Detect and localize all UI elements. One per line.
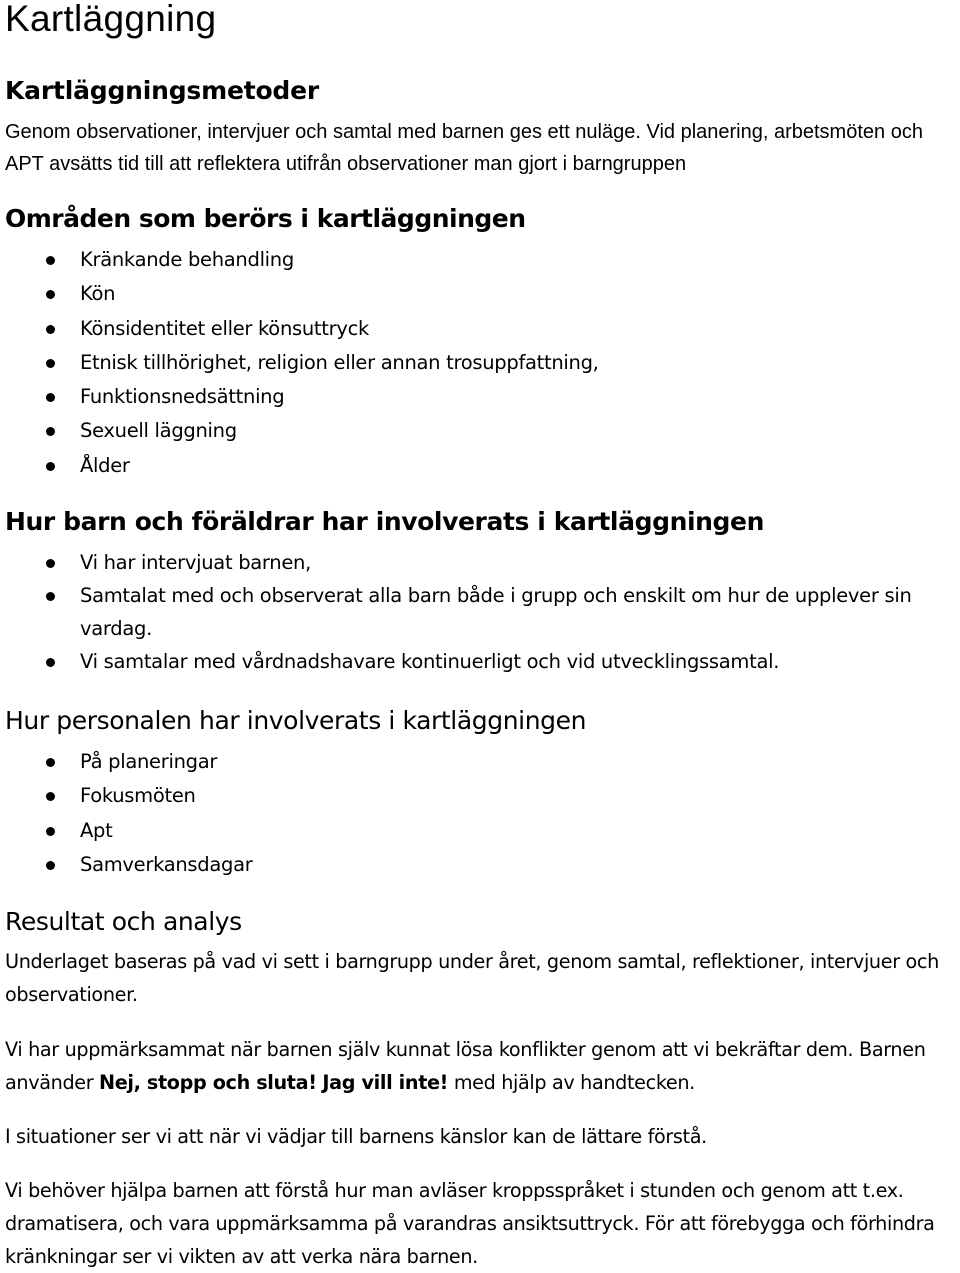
list-item-text: Etnisk tillhörighet, religion eller annan trosuppfattning,: [80, 350, 599, 374]
list-item-text: Samtalat med och observerat alla barn både i grupp och enskilt om hur de upplever sin vardag.: [80, 584, 912, 640]
bullet-icon: [46, 861, 55, 870]
section-heading-staff: Hur personalen har involverats i kartläggningen: [5, 706, 587, 735]
list-item-text: Sexuell läggning: [80, 419, 237, 443]
result-p2-text: Vi har uppmärksammat när barnen själv kunnat lösa konflikter genom att vi bekräftar dem. Barnen använder: [5, 1038, 926, 1094]
result-paragraph-1: Underlaget baseras på vad vi sett i barngrupp under året, genom samtal, reflektioner, intervjuer och observationer.: [5, 950, 939, 1006]
list-item-text: Ålder: [80, 453, 130, 477]
list-item-text: Kränkande behandling: [80, 248, 294, 271]
list-item: [5, 380, 960, 414]
list-item-text: Apt: [80, 818, 113, 842]
bullet-icon: [46, 592, 55, 601]
section-heading-areas: Områden som berörs i kartläggningen: [5, 204, 526, 233]
result-paragraph-3: I situationer ser vi att när vi vädjar till barnens känslor kan de lättare förstå.: [5, 1125, 707, 1148]
list-item: [5, 243, 960, 277]
list-item-text: Vi har intervjuat barnen,: [80, 551, 312, 574]
list-item-text: Vi samtalar med vårdnadshavare kontinuerligt och vid utvecklingssamtal.: [80, 650, 780, 673]
list-item: [5, 346, 960, 380]
section-heading-children: Hur barn och föräldrar har involverats i kartläggningen: [5, 507, 764, 536]
list-item: [5, 848, 960, 882]
result-p2-bold-phrase-2: Jag vill inte!: [322, 1071, 449, 1094]
bullet-icon: [46, 290, 55, 299]
bullet-icon: [46, 359, 55, 368]
list-item-text: På planeringar: [80, 750, 218, 773]
list-item: [5, 277, 960, 311]
bullet-icon: [46, 462, 55, 471]
methods-paragraph: Genom observationer, intervjuer och samtal med barnen ges ett nuläge. Vid planering, arbetsmöten och APT avsätts tid till att reflektera utifrån observationer man gjort i barngruppen: [5, 121, 923, 175]
list-item-text: Samverkansdagar: [80, 852, 253, 876]
list-item: [5, 814, 960, 848]
areas-list: [5, 243, 960, 483]
list-item-text: Funktionsnedsättning: [80, 385, 285, 409]
list-item: [5, 449, 960, 483]
bullet-icon: [46, 827, 55, 836]
list-item: [5, 312, 960, 346]
bullet-icon: [46, 758, 55, 767]
bullet-icon: [46, 427, 55, 436]
list-item: [5, 645, 960, 678]
result-paragraph-2: [5, 1033, 960, 1099]
list-item: [5, 745, 960, 779]
result-p2-text-end: med hjälp av handtecken.: [448, 1071, 695, 1094]
list-item: [5, 546, 960, 579]
list-item: [5, 414, 960, 448]
section-heading-result: Resultat och analys: [5, 907, 242, 936]
page-title: Kartläggning: [5, 0, 217, 39]
section-heading-methods: Kartläggningsmetoder: [5, 76, 320, 105]
bullet-icon: [46, 325, 55, 334]
staff-list: [5, 745, 960, 882]
bullet-icon: [46, 256, 55, 265]
list-item-text: Kön: [80, 282, 116, 306]
bullet-icon: [46, 559, 55, 568]
list-item: [5, 579, 960, 645]
list-item-text: Könsidentitet eller könsuttryck: [80, 316, 369, 340]
list-item-text: Fokusmöten: [80, 784, 196, 808]
result-paragraph-4: Vi behöver hjälpa barnen att förstå hur man avläser kroppsspråket i stunden och genom att t.ex. dramatisera, och vara uppmärksamma på varandras ansiktsuttryck. För att förebygga och förhindra kränkningar ser vi vikten av att verka nära barnen.: [5, 1179, 935, 1268]
bullet-icon: [46, 393, 55, 402]
bullet-icon: [46, 792, 55, 801]
result-p2-bold-phrase: Nej, stopp och sluta!: [99, 1071, 317, 1094]
bullet-icon: [46, 658, 55, 667]
children-list: [5, 546, 960, 678]
list-item: [5, 779, 960, 813]
